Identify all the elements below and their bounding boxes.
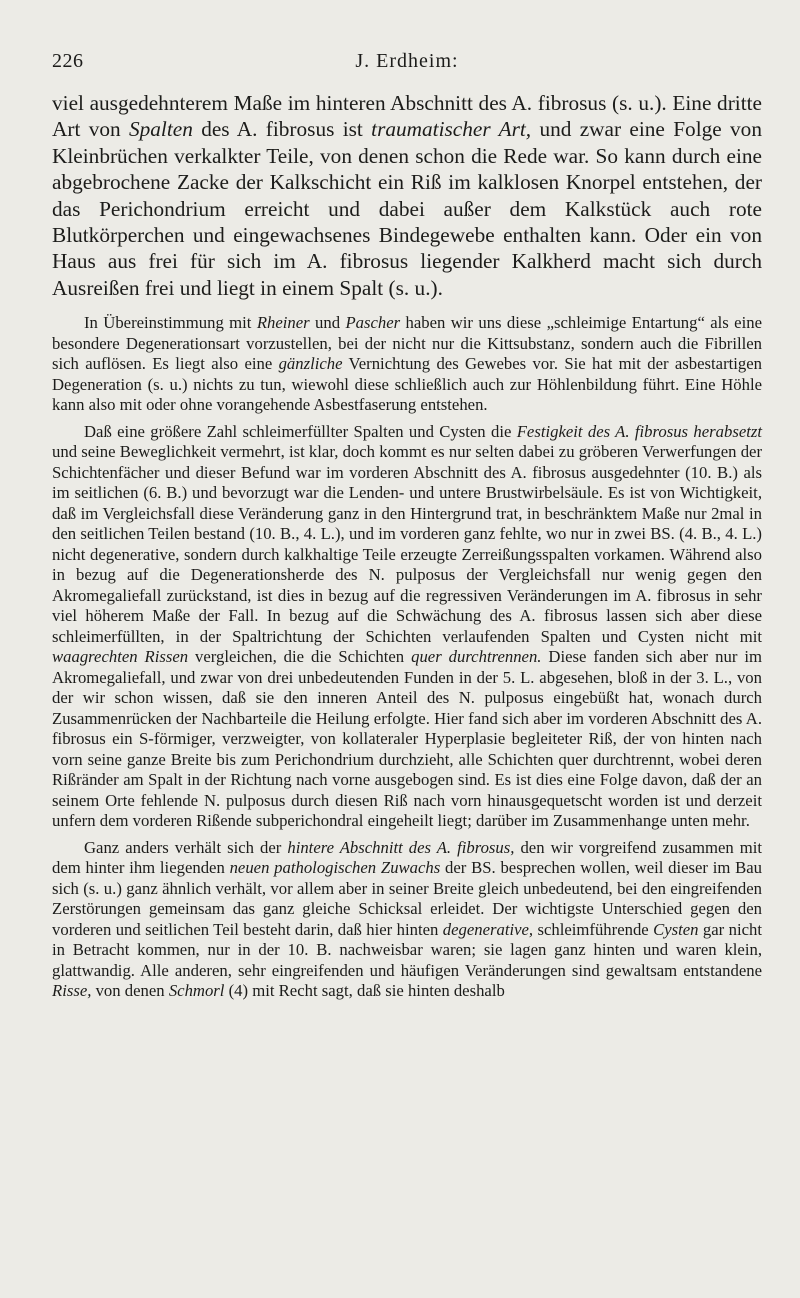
body-text xyxy=(52,90,762,1002)
page-header xyxy=(52,50,762,90)
text-run: haben wir uns diese „schleimige Entartung“ als eine besondere Degenerationsart vorzustellen, bei der nicht nur die Kittsubstanz, sondern auch die Fibrillen sich auflösen. Es liegt also eine xyxy=(52,313,762,374)
page-number: 226 xyxy=(52,50,84,72)
italic-text-run: Schmorl xyxy=(168,981,225,1001)
italic-text-run: quer durchtrennen. xyxy=(411,647,542,667)
text-run: viel ausgedehnterem Maße im hinteren Abschnitt des A. fibrosus (s. u.). Eine dritte Art von xyxy=(52,91,762,142)
text-run: Ganz anders verhält sich der xyxy=(84,837,288,857)
italic-text-run: Rheiner xyxy=(256,313,310,333)
text-run: Daß eine größere Zahl schleimerfüllter Spalten und Cysten die xyxy=(84,421,517,441)
italic-text-run: Spalten xyxy=(128,117,193,142)
paragraph-continued xyxy=(52,90,762,301)
text-run: und seine Beweglichkeit vermehrt, ist klar, doch kommt es nur selten dabei zu gröberen Verwerfungen der Schichtenfächer und dieser Befund war im vorderen Abschnitt des A. fibrosus ausgedehnter (10. B.) als im seitlichen (6. B.) und bevorzugt war die Lenden- und untere Brustwirbelsäule. Es ist von Wichtigkeit, daß im Vergleichsfall diese Veränderung ganz in den Hintergrund trat, in beschränktem Maße nur 2mal in den seitlichen Teilen bestand (10. B., 4. L.), und im vorderen ganz fehlte, wo nur in zwei BS. (4. B., 4. L.) nicht degenerative, sondern durch kalkhaltige Teile erzeugte Zerreißungsspalten vorkamen. Während also in bezug auf die Degenerationsherde des N. pulposus der Vergleichsfall nur wenig gegen den Akromegaliefall zurückstand, ist dies in bezug auf die regressiven Veränderungen im A. fibrosus in sehr viel höherem Maße der Fall. In bezug auf die Schwächung des A. fibrosus lassen sich aber diese schleimerfüllten, in der Spaltrichtung der Schichten verlaufenden Spalten und Cysten nicht mit xyxy=(52,442,762,646)
italic-text-run: Pascher xyxy=(345,313,401,333)
paragraph-festigkeit xyxy=(52,422,762,832)
text-run: gar nicht in Betracht kommen, nur in der 10. B. nachweisbar waren; sie lagen ganz hinten und waren klein, glattwandig. Alle anderen, sehr eingreifenden und häufigen Veränderungen sind gewaltsam entstandene xyxy=(52,919,762,980)
italic-text-run: Cysten xyxy=(653,919,699,939)
paragraph-hinterer-abschnitt xyxy=(52,838,762,1002)
text-run: und xyxy=(309,313,346,333)
italic-text-run: traumatischer Art, xyxy=(371,117,532,142)
running-title: J. Erdheim: xyxy=(355,50,459,72)
text-run: und zwar eine Folge von Kleinbrüchen verkalkter Teile, von denen schon die Rede war. So kann durch eine abgebrochene Zacke der Kalkschicht ein Riß im kalklosen Knorpel entstehen, der das Perichondrium erreicht und dabei außer dem Kalkstück auch rote Blutkörperchen und eingewachsenes Bindegewebe enthalten kann. Oder ein von Haus aus frei für sich im A. fibrosus liegender Kalkherd macht sich durch Ausreißen frei und liegt in einem Spalt (s. u.). xyxy=(52,117,762,300)
text-run: vergleichen, die die Schichten xyxy=(188,647,412,667)
italic-text-run: Festigkeit des A. fibrosus herabsetzt xyxy=(516,421,762,441)
text-run: der BS. besprechen wollen, weil dieser im Bau sich (s. u.) ganz ähnlich verhält, vor allem aber in seiner Breite gleich unbedeutend, bei den eingreifenden Zerstörungen gemeinsam das ganz gleiche Schicksal erleidet. Der wichtigste Unterschied gegen den vorderen und seitlichen Teil besteht darin, daß hier hinten xyxy=(52,858,763,939)
italic-text-run: degenerative, xyxy=(442,919,534,939)
text-run: Vernichtung des Gewebes vor. Sie hat mit der asbestartigen Degeneration (s. u.) nichts zu tun, wiewohl diese schließlich auch zur Höhlenbildung führt. Eine Höhle kann also mit oder ohne vorangehende Asbestfaserung entstehen. xyxy=(52,354,762,415)
text-run: von denen xyxy=(91,981,169,1001)
text-run: (4) mit Recht sagt, daß sie hinten deshalb xyxy=(224,981,505,1001)
italic-text-run: Risse, xyxy=(52,981,92,1001)
text-run: schleimführende xyxy=(533,919,654,939)
italic-text-run: neuen pathologischen Zuwachs xyxy=(229,858,441,878)
italic-text-run: waagrechten Rissen xyxy=(52,647,189,667)
text-run: Diese fanden sich aber nur im Akromegaliefall, und zwar von drei unbedeutenden Funden in der 5. L. abgesehen, bloß in der 3. L., von der wir schon wissen, daß sie den inneren Anteil des N. pulposus eingebüßt hat, wonach durch Zusammenrücken der Nachbarteile die Heilung erfolgte. Hier fand sich aber im vorderen Abschnitt des A. fibrosus ein S-förmiger, verzweigter, von kollateraler Hyperplasie begleiteter Riß, der von hinten nach vorn seine ganze Breite bis zum Perichondrium durchzieht, alle Schichten quer durchtrennt, wobei deren Rißränder am Spalt in der Richtung nach vorne ausgebogen sind. Es ist dies eine Folge davon, daß der an seinem Orte fehlende N. pulposus durch diesen Riß nach vorn hinausgequetscht worden ist und derzeit unfern dem vorderen Rißende subperichondral eingeheilt liegt; darüber im Zusammenhange unten mehr. xyxy=(52,647,762,831)
italic-text-run: hintere Abschnitt des A. fibrosus, xyxy=(287,837,515,857)
text-run: den wir vorgreifend zusammen mit dem hinter ihm liegenden xyxy=(52,837,763,878)
italic-text-run: gänzliche xyxy=(278,354,343,374)
paragraph-schleimige-entartung xyxy=(52,313,762,416)
text-run: des A. fibrosus ist xyxy=(192,117,372,142)
text-run: In Übereinstimmung mit xyxy=(84,313,257,333)
